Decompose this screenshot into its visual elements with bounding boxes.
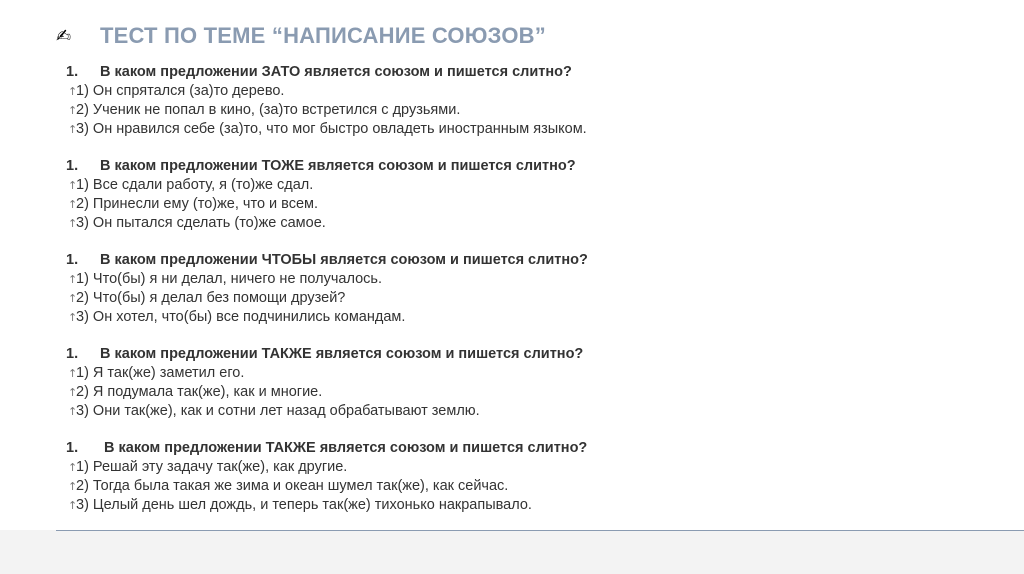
question-number: 1. <box>66 252 79 268</box>
answer-option[interactable] <box>64 364 964 383</box>
answer-option[interactable] <box>64 214 964 233</box>
bullet-marker-icon: ↑ <box>68 179 78 192</box>
footer-band <box>0 530 1024 574</box>
option-text: 1) Я так(же) заметил его. <box>76 365 245 381</box>
question-number: 1. <box>66 64 79 80</box>
question-block <box>64 345 964 421</box>
bullet-marker-icon: ↑ <box>68 292 78 305</box>
bullet-marker-icon: ↑ <box>68 217 78 230</box>
bullet-marker-icon: ↑ <box>68 123 78 136</box>
bullet-marker-icon: ↑ <box>68 198 78 211</box>
answer-option[interactable] <box>64 383 964 402</box>
question-number: 1. <box>66 158 79 174</box>
question-text: В каком предложении ЗАТО является союзом и пишется слитно? <box>100 64 572 80</box>
option-text: 2) Я подумала так(же), как и многие. <box>76 384 323 400</box>
answer-option[interactable] <box>64 270 964 289</box>
title-row <box>56 20 546 52</box>
answer-option[interactable] <box>64 308 964 327</box>
bullet-marker-icon: ↑ <box>68 367 78 380</box>
bullet-marker-icon: ↑ <box>68 386 78 399</box>
option-text: 2) Принесли ему (то)же, что и всем. <box>76 196 319 212</box>
bullet-marker-icon: ↑ <box>68 311 78 324</box>
question-heading <box>64 157 964 176</box>
answer-option[interactable] <box>64 101 964 120</box>
question-text: В каком предложении ЧТОБЫ является союзом и пишется слитно? <box>100 252 588 268</box>
option-text: 3) Он хотел, что(бы) все подчинились командам. <box>76 309 406 325</box>
writing-hand-icon: ✍ <box>56 25 72 47</box>
question-number: 1. <box>66 440 79 456</box>
question-text: В каком предложении ТАКЖЕ является союзом и пишется слитно? <box>104 440 588 456</box>
question-number: 1. <box>66 346 79 362</box>
answer-option[interactable] <box>64 477 964 496</box>
option-text: 3) Он пытался сделать (то)же самое. <box>76 215 326 231</box>
question-heading <box>64 439 964 458</box>
question-heading <box>64 63 964 82</box>
question-text: В каком предложении ТОЖЕ является союзом и пишется слитно? <box>100 158 576 174</box>
bullet-marker-icon: ↑ <box>68 104 78 117</box>
answer-option[interactable] <box>64 195 964 214</box>
question-text: В каком предложении ТАКЖЕ является союзом и пишется слитно? <box>100 346 584 362</box>
question-block <box>64 157 964 233</box>
question-heading <box>64 251 964 270</box>
option-text: 2) Что(бы) я делал без помощи друзей? <box>76 290 346 306</box>
question-block <box>64 251 964 327</box>
answer-option[interactable] <box>64 496 964 515</box>
footer-divider <box>56 530 1024 531</box>
option-text: 1) Он спрятался (за)то дерево. <box>76 83 285 99</box>
option-text: 1) Что(бы) я ни делал, ничего не получалось. <box>76 271 382 287</box>
page-title: ТЕСТ ПО ТЕМЕ “НАПИСАНИЕ СОЮЗОВ” <box>100 23 546 48</box>
question-heading <box>64 345 964 364</box>
bullet-marker-icon: ↑ <box>68 480 78 493</box>
question-block <box>64 63 964 139</box>
answer-option[interactable] <box>64 120 964 139</box>
bullet-marker-icon: ↑ <box>68 499 78 512</box>
option-text: 2) Тогда была такая же зима и океан шумел так(же), как сейчас. <box>76 478 509 494</box>
option-text: 1) Все сдали работу, я (то)же сдал. <box>76 177 314 193</box>
option-text: 3) Он нравился себе (за)то, что мог быстро овладеть иностранным языком. <box>76 121 587 137</box>
answer-option[interactable] <box>64 402 964 421</box>
bullet-marker-icon: ↑ <box>68 405 78 418</box>
answer-option[interactable] <box>64 289 964 308</box>
option-text: 3) Они так(же), как и сотни лет назад обрабатывают землю. <box>76 403 480 419</box>
option-text: 3) Целый день шел дождь, и теперь так(же) тихонько накрапывало. <box>76 497 532 513</box>
answer-option[interactable] <box>64 82 964 101</box>
question-block <box>64 439 964 515</box>
bullet-marker-icon: ↑ <box>68 85 78 98</box>
option-text: 1) Решай эту задачу так(же), как другие. <box>76 459 348 475</box>
answer-option[interactable] <box>64 176 964 195</box>
option-text: 2) Ученик не попал в кино, (за)то встретился с друзьями. <box>76 102 461 118</box>
bullet-marker-icon: ↑ <box>68 273 78 286</box>
bullet-marker-icon: ↑ <box>68 461 78 474</box>
question-list <box>64 63 964 533</box>
answer-option[interactable] <box>64 458 964 477</box>
